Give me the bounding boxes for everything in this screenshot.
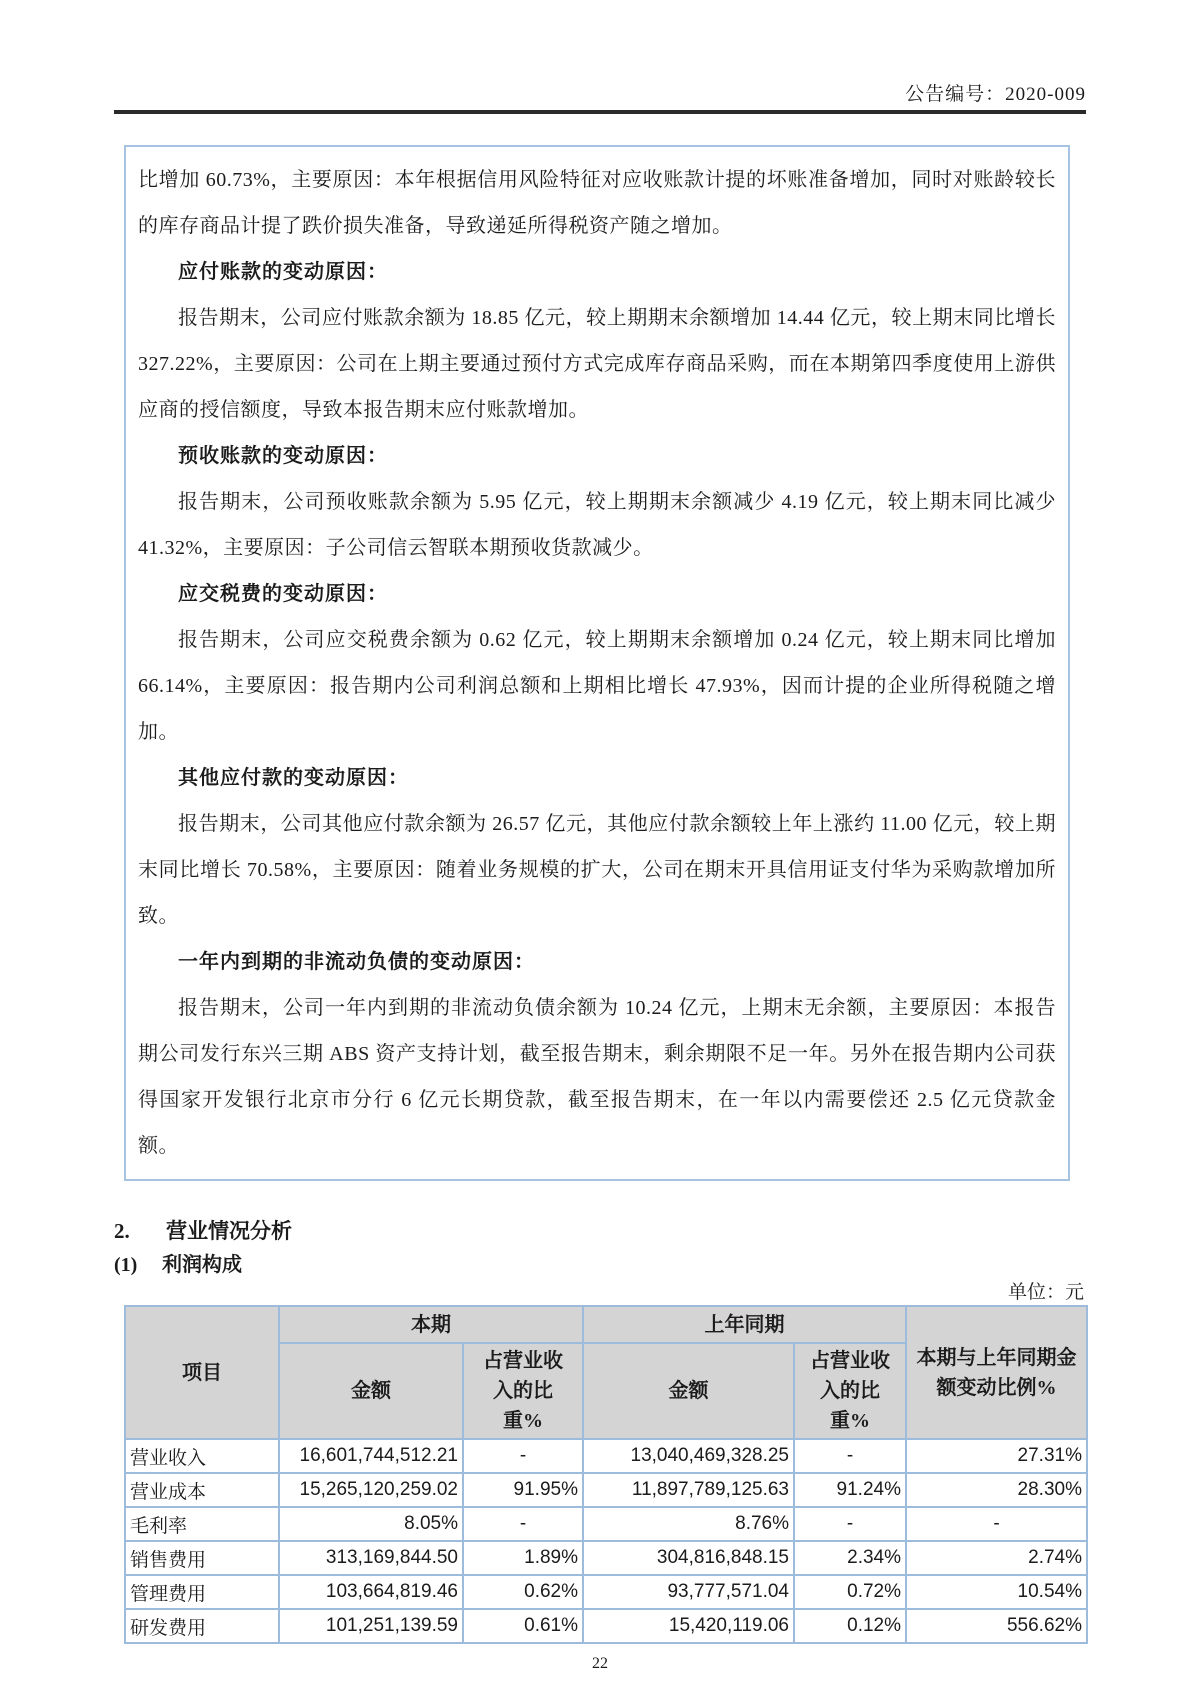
- cell-prior-amount: 11,897,789,125.63: [583, 1473, 794, 1507]
- cell-current-ratio: 91.95%: [463, 1473, 583, 1507]
- cell-prior-ratio: 0.12%: [794, 1609, 906, 1643]
- cell-change-ratio: -: [906, 1507, 1087, 1541]
- cell-prior-ratio: 2.34%: [794, 1541, 906, 1575]
- paragraph-heading: 应交税费的变动原因：: [178, 583, 388, 605]
- cell-current-amount: 16,601,744,512.21: [279, 1439, 463, 1473]
- cell-change-ratio: 28.30%: [906, 1473, 1087, 1507]
- section-number: 2.: [114, 1219, 130, 1243]
- table-row: [125, 1541, 1087, 1575]
- subsection-title: [114, 1251, 1086, 1279]
- cell-current-amount: 101,251,139.59: [279, 1609, 463, 1643]
- section-label: 营业情况分析: [166, 1219, 292, 1243]
- paragraph: 报告期末，公司预收账款余额为 5.95 亿元，较上期期末余额减少 4.19 亿元，较上期末同比减少 41.32%，主要原因：子公司信云智联本期预收货款减少。: [138, 491, 1056, 559]
- cell-item: 营业成本: [125, 1473, 279, 1507]
- header-prior-amount: 金额: [583, 1343, 794, 1439]
- cell-change-ratio: 556.62%: [906, 1609, 1087, 1643]
- cell-current-ratio: 0.61%: [463, 1609, 583, 1643]
- subsection-label: 利润构成: [162, 1254, 242, 1276]
- header-prior-ratio: 占营业收入的比重%: [794, 1343, 906, 1439]
- cell-current-ratio: 0.62%: [463, 1575, 583, 1609]
- cell-item: 管理费用: [125, 1575, 279, 1609]
- cell-prior-ratio: 91.24%: [794, 1473, 906, 1507]
- paragraph: 比增加 60.73%，主要原因：本年根据信用风险特征对应收账款计提的坏账准备增加，同时对账龄较长的库存商品计提了跌价损失准备，导致递延所得税资产随之增加。: [138, 169, 1056, 237]
- table-row: [125, 1575, 1087, 1609]
- cell-prior-amount: 304,816,848.15: [583, 1541, 794, 1575]
- subsection-number: (1): [114, 1254, 138, 1276]
- cell-item: 销售费用: [125, 1541, 279, 1575]
- cell-item: 研发费用: [125, 1609, 279, 1643]
- profit-table-body: [125, 1439, 1087, 1643]
- cell-change-ratio: 10.54%: [906, 1575, 1087, 1609]
- paragraph: 报告期末，公司其他应付款余额为 26.57 亿元，其他应付款余额较上年上涨约 11.00 亿元，较上期末同比增长 70.58%，主要原因：随着业务规模的扩大，公司在期末开具信用证支付华为采购款增加所致。: [138, 813, 1056, 927]
- table-row: [125, 1473, 1087, 1507]
- table-row: [125, 1609, 1087, 1643]
- page-number: 22: [592, 1655, 608, 1672]
- unit-label: 单位：元: [1007, 1282, 1084, 1303]
- cell-prior-ratio: 0.72%: [794, 1575, 906, 1609]
- cell-prior-amount: 93,777,571.04: [583, 1575, 794, 1609]
- cell-prior-amount: 13,040,469,328.25: [583, 1439, 794, 1473]
- cell-current-amount: 8.05%: [279, 1507, 463, 1541]
- header-current-period: 本期: [279, 1306, 583, 1343]
- table-row: [125, 1439, 1087, 1473]
- table-row: [125, 1507, 1087, 1541]
- cell-item: 营业收入: [125, 1439, 279, 1473]
- cell-current-ratio: -: [463, 1439, 583, 1473]
- profit-table: [124, 1305, 1088, 1644]
- paragraph-heading: 其他应付款的变动原因：: [178, 767, 409, 789]
- cell-prior-ratio: -: [794, 1439, 906, 1473]
- doc-number: 公告编号：2020-009: [905, 84, 1086, 105]
- header-item: 项目: [125, 1306, 279, 1439]
- cell-current-ratio: -: [463, 1507, 583, 1541]
- cell-prior-ratio: -: [794, 1507, 906, 1541]
- paragraph-heading: 应付账款的变动原因：: [178, 261, 388, 283]
- cell-prior-amount: 8.76%: [583, 1507, 794, 1541]
- cell-prior-amount: 15,420,119.06: [583, 1609, 794, 1643]
- cell-current-ratio: 1.89%: [463, 1541, 583, 1575]
- cell-current-amount: 15,265,120,259.02: [279, 1473, 463, 1507]
- cell-change-ratio: 2.74%: [906, 1541, 1087, 1575]
- paragraph: 报告期末，公司应交税费余额为 0.62 亿元，较上期期末余额增加 0.24 亿元，较上期末同比增加 66.14%，主要原因：报告期内公司利润总额和上期相比增长 47.93%，因而计提的企业所得税随之增加。: [138, 629, 1056, 743]
- header-prior-period: 上年同期: [583, 1306, 906, 1343]
- header-rule: [114, 110, 1086, 114]
- cell-current-amount: 103,664,819.46: [279, 1575, 463, 1609]
- header-current-ratio: 占营业收入的比重%: [463, 1343, 583, 1439]
- paragraph: 报告期末，公司一年内到期的非流动负债余额为 10.24 亿元，上期末无余额，主要原因：本报告期公司发行东兴三期 ABS 资产支持计划，截至报告期末，剩余期限不足一年。另外在报告期内公司获得国家开发银行北京市分行 6 亿元长期贷款，截至报告期末，在一年以内需要偿还 2.5 亿元贷款金额。: [138, 997, 1056, 1157]
- content-box: [124, 145, 1070, 1181]
- header-change-ratio: 本期与上年同期金额变动比例%: [906, 1306, 1087, 1439]
- section-title: [114, 1217, 1086, 1245]
- cell-change-ratio: 27.31%: [906, 1439, 1087, 1473]
- header-current-amount: 金额: [279, 1343, 463, 1439]
- header-group-row: [125, 1306, 1087, 1343]
- cell-current-amount: 313,169,844.50: [279, 1541, 463, 1575]
- paragraph: 报告期末，公司应付账款余额为 18.85 亿元，较上期期末余额增加 14.44 亿元，较上期末同比增长 327.22%，主要原因：公司在上期主要通过预付方式完成库存商品采购，而在本期第四季度使用上游供应商的授信额度，导致本报告期末应付账款增加。: [138, 307, 1056, 421]
- cell-item: 毛利率: [125, 1507, 279, 1541]
- profit-table-header: [125, 1306, 1087, 1439]
- paragraph-heading: 一年内到期的非流动负债的变动原因：: [178, 951, 535, 973]
- paragraph-heading: 预收账款的变动原因：: [178, 445, 388, 467]
- doc-header: [114, 0, 1086, 106]
